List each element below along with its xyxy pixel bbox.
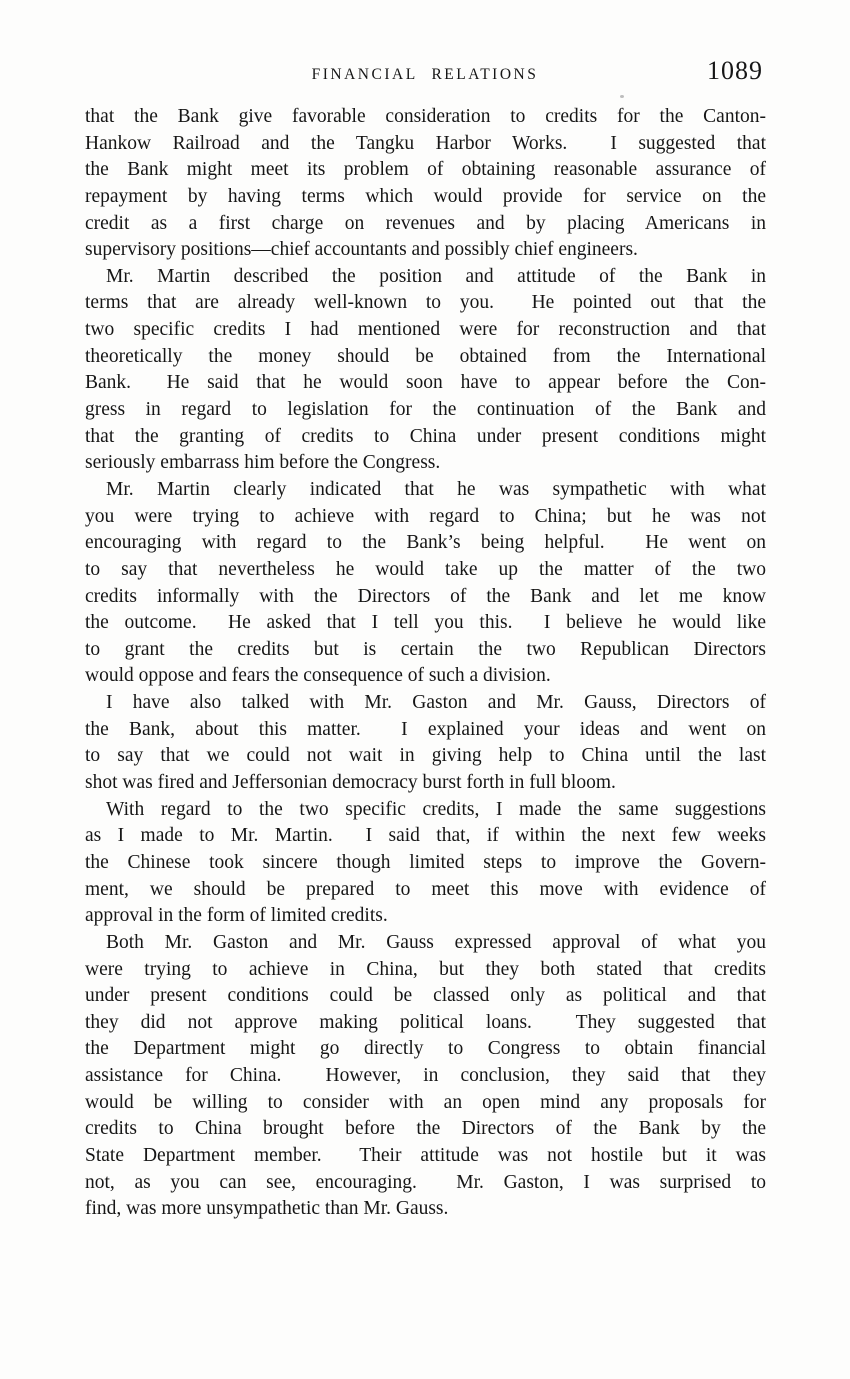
paragraph [85,264,766,477]
text-line: to grant the credits but is certain the two Republican Directors [85,638,766,660]
text-line: terms that are already well-known to you. He pointed out that the [85,292,766,314]
text-line: seriously embarrass him before the Congress. [85,452,441,474]
text-line: repayment by having terms which would provide for service on the [85,185,766,207]
text-line: Hankow Railroad and the Tangku Harbor Works. I suggested that [85,132,766,154]
text-line: the Chinese took sincere though limited steps to improve the Govern- [85,851,766,873]
page-number: 1089 [707,56,763,85]
paragraph [85,930,766,1223]
text-line: that the granting of credits to China under present conditions might [85,425,766,447]
text-line: gress in regard to legislation for the continuation of the Bank and [85,399,766,421]
text-line: approval in the form of limited credits. [85,905,388,927]
text-line: ment, we should be prepared to meet this move with evidence of [85,878,766,900]
text-line: the Bank might meet its problem of obtaining reasonable assurance of [85,159,766,181]
text-line: Bank. He said that he would soon have to appear before the Con- [85,372,766,394]
text-line: credits to China brought before the Directors of the Bank by the [85,1118,766,1140]
text-line: that the Bank give favorable consideration to credits for the Canton- [85,106,766,127]
text-line: I have also talked with Mr. Gaston and Mr. Gauss, Directors of [106,692,766,714]
text-line: theoretically the money should be obtained from the International [85,345,766,367]
text-line: as I made to Mr. Martin. I said that, if within the next few weeks [85,825,766,847]
paragraph [85,797,766,930]
text-line: shot was fired and Jeffersonian democracy burst forth in full bloom. [85,772,616,794]
text-line: were trying to achieve in China, but they both stated that credits [85,958,766,980]
text-line: would oppose and fears the consequence of such a division. [85,665,551,687]
text-line: would be willing to consider with an open mind any proposals for [85,1091,766,1113]
paragraph [85,104,766,264]
text-line: credits informally with the Directors of the Bank and let me know [85,585,766,607]
text-line: credit as a first charge on revenues and by placing Americans in [85,212,766,234]
text-line: State Department member. Their attitude was not hostile but it was [85,1144,766,1166]
text-line: the Department might go directly to Congress to obtain financial [85,1038,766,1060]
text-line: they did not approve making political loans. They suggested that [85,1011,766,1033]
text-line: Mr. Martin clearly indicated that he was sympathetic with what [106,478,766,500]
text-line: Mr. Martin described the position and attitude of the Bank in [106,265,766,287]
text-line: under present conditions could be classed only as political and that [85,985,766,1007]
text-line: find, was more unsympathetic than Mr. Gauss. [85,1198,449,1220]
body-text [85,104,766,1223]
text-line: encouraging with regard to the Bank’s being helpful. He went on [85,532,766,554]
paragraph [85,690,766,797]
text-line: the Bank, about this matter. I explained your ideas and went on [85,718,766,740]
text-line: the outcome. He asked that I tell you this. I believe he would like [85,612,766,634]
running-title: FINANCIAL RELATIONS [311,66,539,83]
text-line: assistance for China. However, in conclusion, they said that they [85,1065,766,1087]
text-line: two specific credits I had mentioned were for reconstruction and that [85,319,766,341]
paragraph [85,477,766,690]
text-line: supervisory positions—chief accountants and possibly chief engineers. [85,239,638,261]
text-line: to say that we could not wait in giving help to China until the last [85,745,766,767]
text-line: With regard to the two specific credits, I made the same suggestions [106,798,766,820]
text-line: you were trying to achieve with regard to China; but he was not [85,505,766,527]
text-line: Both Mr. Gaston and Mr. Gauss expressed approval of what you [106,931,766,953]
text-line: to say that nevertheless he would take up the matter of the two [85,558,766,580]
scan-speck-artifact [620,95,624,98]
text-line: not, as you can see, encouraging. Mr. Gaston, I was surprised to [85,1171,766,1193]
